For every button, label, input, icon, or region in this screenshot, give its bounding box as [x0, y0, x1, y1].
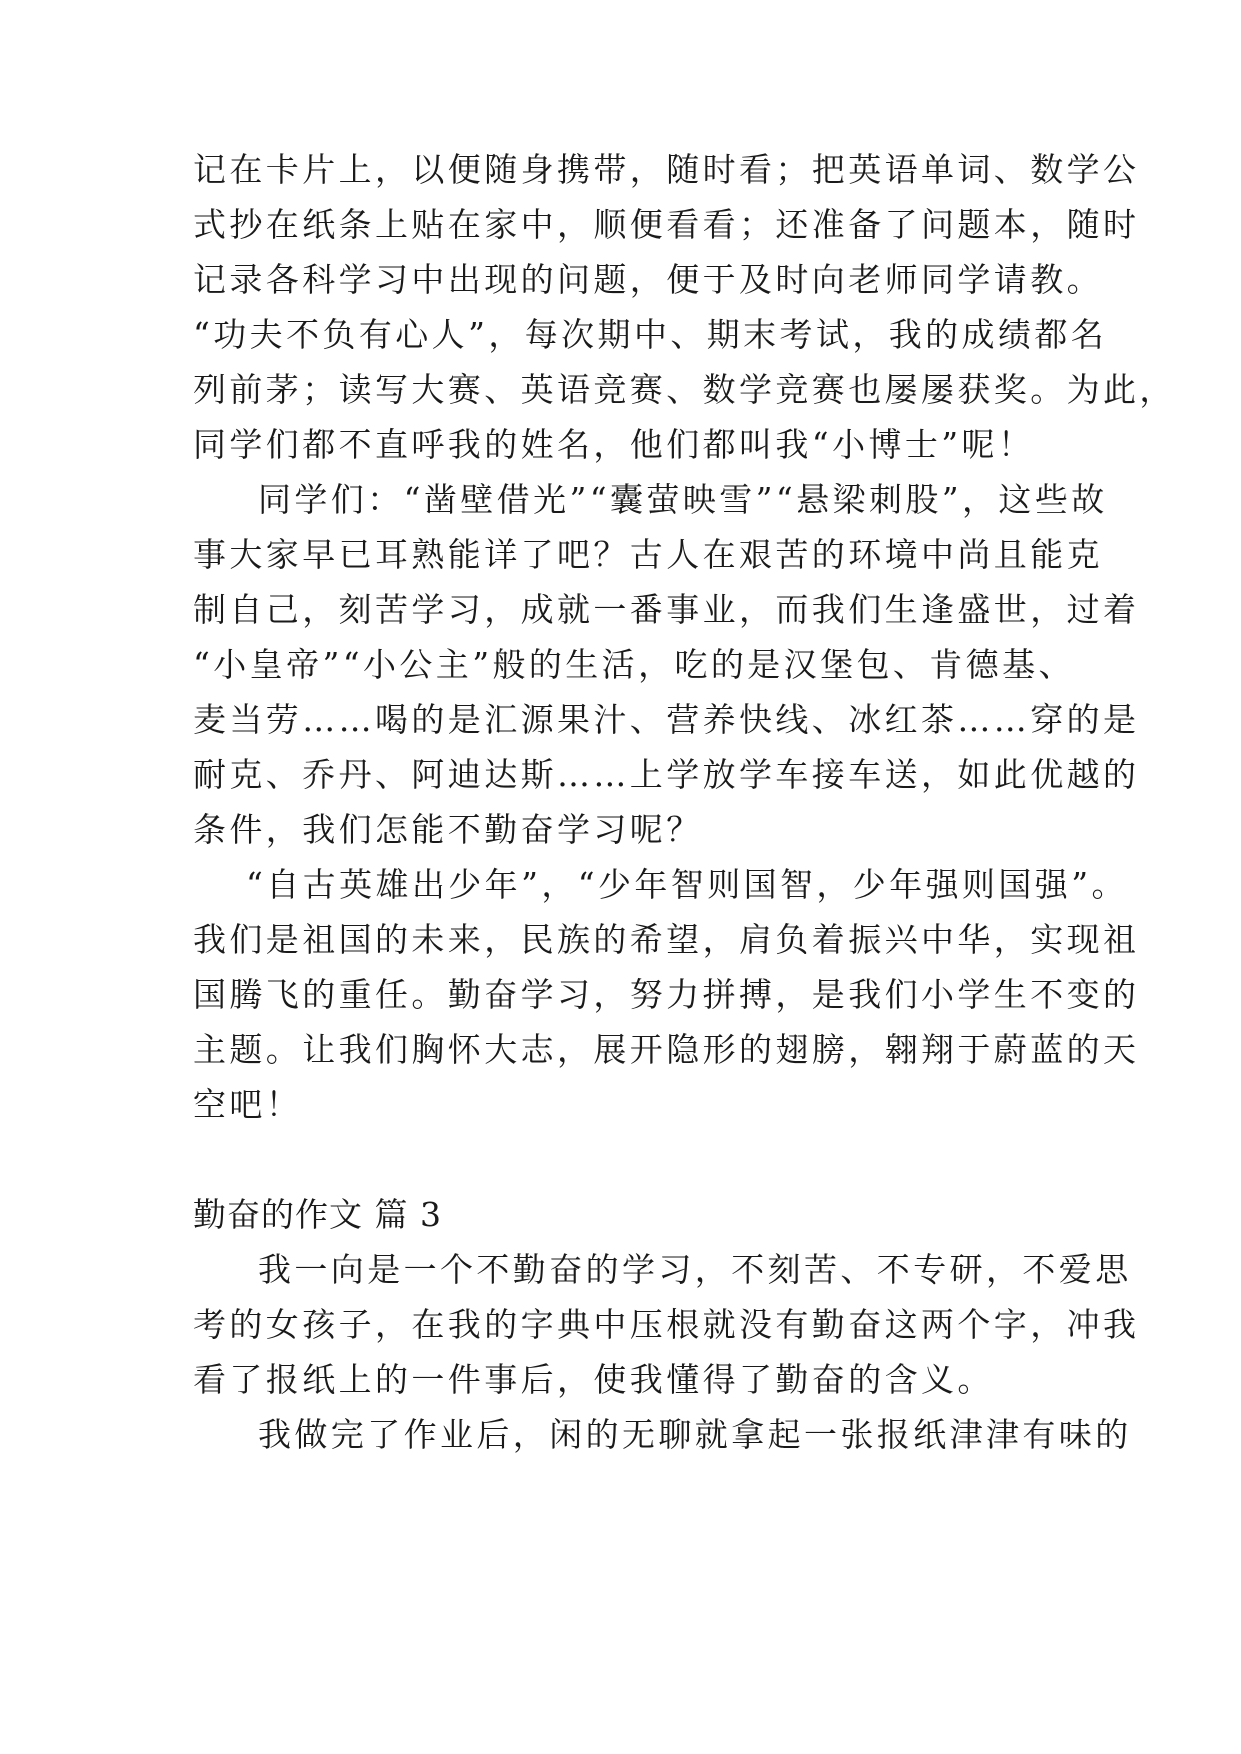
text-line: 耐克、乔丹、阿迪达斯……上学放学车接车送，如此优越的: [193, 755, 1140, 794]
text-line: 记录各科学习中出现的问题，便于及时向老师同学请教。: [193, 260, 1103, 299]
paragraph-first-line: 同学们：“凿壁借光”“囊萤映雪”“悬梁刺股”，这些故: [258, 480, 1108, 519]
text-line: 国腾飞的重任。勤奋学习，努力拼搏，是我们小学生不变的: [193, 975, 1140, 1014]
text-line: 看了报纸上的一件事后，使我懂得了勤奋的含义。: [193, 1360, 994, 1399]
text-line: 考的女孩子，在我的字典中压根就没有勤奋这两个字，冲我: [193, 1305, 1140, 1344]
text-line: 空吧！: [193, 1085, 303, 1124]
text-line: 式抄在纸条上贴在家中，顺便看看；还准备了问题本，随时: [193, 205, 1140, 244]
text-line: 同学们都不直呼我的姓名，他们都叫我“小博士”呢！: [193, 425, 1035, 464]
text-line: “小皇帝”“小公主”般的生活，吃的是汉堡包、肯德基、: [193, 645, 1075, 684]
text-line: 记在卡片上，以便随身携带，随时看；把英语单词、数学公: [193, 150, 1140, 189]
text-line: 事大家早已耳熟能详了吧？古人在艰苦的环境中尚且能克: [193, 535, 1103, 574]
paragraph-first-line: 我一向是一个不勤奋的学习，不刻苦、不专研，不爱思: [258, 1250, 1132, 1289]
section-heading: 勤奋的作文 篇 3: [193, 1195, 442, 1234]
paragraph-first-line: “自古英雄出少年”，“少年智则国智，少年强则国强”。: [246, 865, 1128, 904]
text-line: 制自己，刻苦学习，成就一番事业，而我们生逢盛世，过着: [193, 590, 1140, 629]
text-line: 主题。让我们胸怀大志，展开隐形的翅膀，翱翔于蔚蓝的天: [193, 1030, 1140, 1069]
paragraph-first-line: 我做完了作业后，闲的无聊就拿起一张报纸津津有味的: [258, 1415, 1132, 1454]
text-line: “功夫不负有心人”，每次期中、期末考试，我的成绩都名: [193, 315, 1108, 354]
text-line: 条件，我们怎能不勤奋学习呢？: [193, 810, 703, 849]
text-line: 列前茅；读写大赛、英语竞赛、数学竞赛也屡屡获奖。为此，: [193, 370, 1176, 409]
text-line: 我们是祖国的未来，民族的希望，肩负着振兴中华，实现祖: [193, 920, 1140, 959]
text-line: 麦当劳……喝的是汇源果汁、营养快线、冰红茶……穿的是: [193, 700, 1140, 739]
